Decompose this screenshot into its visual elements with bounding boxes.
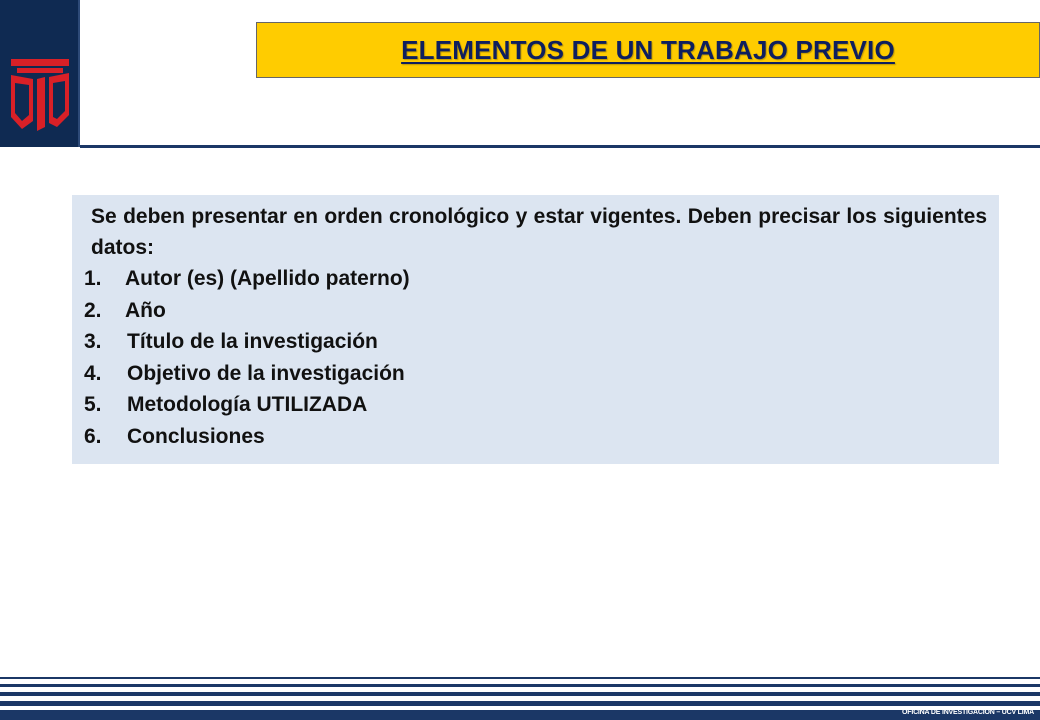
footer-stripe [0,692,1040,696]
list-item-label: Título de la investigación [127,330,378,353]
footer-stripe [0,701,1040,706]
data-list [84,263,987,452]
list-item-label: Autor (es) (Apellido paterno) [125,267,410,290]
list-item [84,295,987,327]
list-item [84,326,987,358]
list-item-number: 3. [84,330,102,353]
footer-caption: OFICINA DE INVESTIGACION – UCV LIMA [902,709,1034,716]
list-item [84,421,987,453]
intro-text: Se deben presentar en orden cronológico y estar vigentes. Deben precisar los siguientes datos: [91,205,987,259]
ucv-shield-icon [9,57,71,133]
list-item-number: 5. [84,393,102,416]
list-item [84,389,987,421]
logo-panel [0,0,80,147]
list-item-number: 6. [84,424,102,448]
footer-stripes [0,674,1040,720]
list-item-label: Metodología UTILIZADA [127,393,368,416]
page-title: ELEMENTOS DE UN TRABAJO PREVIO [401,34,895,65]
list-item-label: Objetivo de la investigación [127,361,405,385]
list-item-number: 1. [84,267,102,290]
list-item-label: Año [125,298,166,322]
footer-stripe [0,710,1040,720]
list-item-number: 2. [84,298,102,322]
list-item [84,263,987,295]
title-banner [256,22,1040,78]
content-panel [72,195,999,464]
list-item-number: 4. [84,361,102,385]
list-item [84,358,987,390]
footer-stripe [0,677,1040,679]
list-item-label: Conclusiones [127,424,265,448]
header-rule [80,145,1040,148]
footer-stripe [0,684,1040,687]
